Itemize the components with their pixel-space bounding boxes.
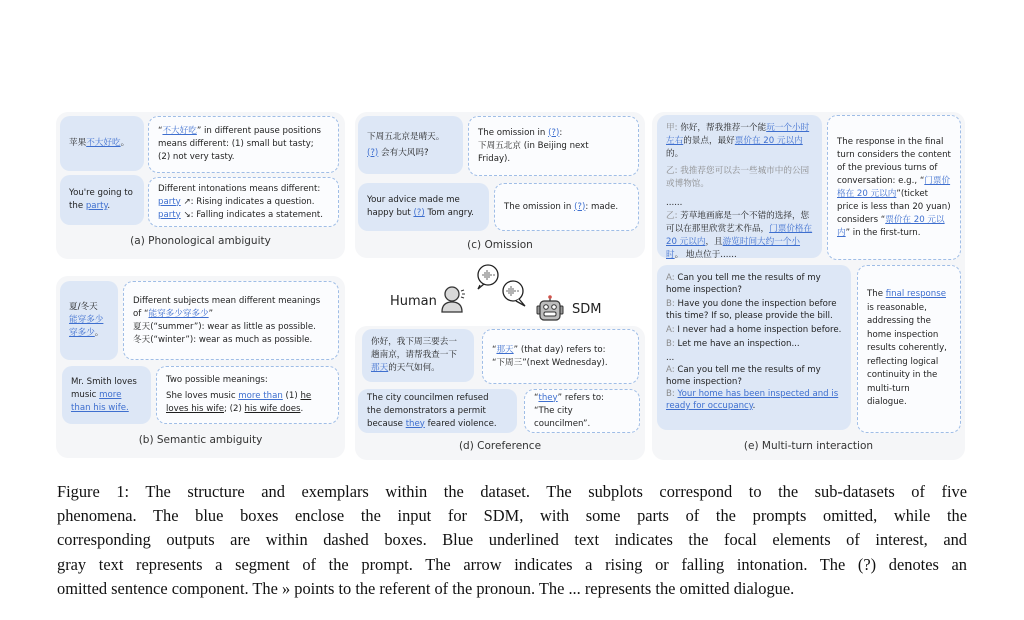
caption-line: phenomena. The blue boxes enclose the input for SDM, with some parts of the prompts omitted, while the bbox=[57, 506, 967, 526]
focal-text: 那天 bbox=[496, 344, 514, 355]
focal-text: than his wife. bbox=[71, 402, 129, 413]
robot-icon bbox=[535, 295, 565, 322]
focal-text: 不大好吃 bbox=[162, 126, 197, 136]
speech-bubble-waveform-icon bbox=[500, 280, 528, 308]
input-box: A: Can you tell me the results of my home inspection? B: Have you done the inspection before this time? If so, please provide the bill. A: I never had a home inspection before. B: Let me have an inspection... ... A: Can you tell me the results of my home inspection? B: Your home has been inspected and is ready for occupancy. bbox=[657, 265, 851, 430]
focal-text: (?) bbox=[548, 127, 560, 138]
speech-bubble-waveform-icon bbox=[474, 264, 502, 290]
output-box: The omission in (?): made. bbox=[494, 183, 639, 231]
output-box: “they” refers to: “The city councilmen”. bbox=[524, 389, 640, 433]
panel-semantic-ambiguity bbox=[56, 276, 345, 458]
caption-line: gray text represents a segment of the prompt. The arrow indicates a rising or falling intonation. The (?) denotes an bbox=[57, 554, 967, 574]
input-box: 甲: 你好，帮我推荐一个能玩一个小时左右的景点，最好票价在 20 元以内的。 乙: 我推荐您可以去一些城市中的公园或博物馆。 ...... 乙: 芳草地画廊是一个不错的选择，您可以在那里欣赏艺术作品，门票价格在 20 元以内，且游览时间大约一个小时。 地点位于...... bbox=[657, 115, 822, 258]
focal-text: Your home has been inspected and is ready for occupancy bbox=[666, 389, 839, 411]
focal-text: 游览时间大约一个小时 bbox=[666, 237, 801, 260]
focal-text: party bbox=[158, 196, 181, 207]
panel-coreference bbox=[355, 326, 645, 460]
falling-arrow-icon: ↘: Falling indicates a statement. bbox=[180, 209, 324, 220]
output-box: Different subjects mean different meanings of “能穿多少穿多少” 夏天(“summer”): wear as little as possible. 冬天(“winter”): wear as much as possible. bbox=[123, 281, 339, 360]
subplot-caption: (b) Semantic ambiguity bbox=[138, 434, 263, 446]
caption-line: omitted sentence component. The » points to the referent of the pronoun. The ... represents the omitted dialogue. bbox=[57, 578, 795, 598]
input-box: 夏/冬天 能穿多少 穿多少。 bbox=[60, 281, 118, 360]
input-box: The city councilmen refused the demonstrators a permit because they feared violence. bbox=[358, 389, 517, 433]
focal-text: they bbox=[538, 392, 558, 403]
output-box: Different intonations means different: party ↗: Rising indicates a question. party ↘: Falling indicates a statement. bbox=[148, 177, 339, 227]
input-box: Mr. Smith loves music more than his wife. bbox=[62, 366, 151, 424]
subplot-caption: (d) Coreference bbox=[458, 440, 542, 452]
input-box: 下周五北京是晴天。 (?) 会有大风吗? bbox=[358, 116, 463, 174]
focal-text: 穿多少 bbox=[69, 328, 95, 338]
sdm-label: SDM bbox=[572, 302, 602, 317]
figure-caption bbox=[57, 480, 967, 601]
focal-text: they bbox=[405, 418, 425, 429]
output-box: Two possible meanings: She loves music more than (1) he loves his wife; (2) his wife does. bbox=[156, 366, 339, 424]
input-box: Your advice made me happy but (?) Tom angry. bbox=[358, 183, 489, 231]
input-box: 苹果不大好吃。 bbox=[60, 116, 144, 171]
panel-omission bbox=[355, 112, 645, 258]
input-box: You're going to the party. bbox=[60, 175, 144, 225]
focal-text: party bbox=[85, 201, 108, 211]
output-box: The omission in (?): 下周五北京 (in Beijing next Friday). bbox=[468, 116, 639, 176]
output-box: “不大好吃” in different pause positions means different: (1) small but tasty; (2) not very tasty. bbox=[148, 116, 339, 173]
focal-text: (?) bbox=[413, 208, 425, 218]
focal-text: 能穿多少穿多少 bbox=[148, 308, 209, 319]
subplot-caption: (c) Omission bbox=[467, 239, 533, 251]
focal-text: more bbox=[99, 389, 122, 400]
focal-text: 门票价格在 20 元以内 bbox=[837, 175, 951, 199]
input-box: 你好，我下周三要去一 趟南京，请帮我查一下 那天的天气如何。 bbox=[362, 329, 474, 382]
output-box: “那天” (that day) refers to: “下周三”(next Wednesday). bbox=[482, 329, 639, 384]
focal-text: 玩一个小时左右 bbox=[666, 123, 810, 146]
focal-text: party bbox=[158, 209, 181, 220]
panel-multi-turn-interaction bbox=[652, 112, 965, 460]
focal-text: 门票价格在 20 元以内 bbox=[666, 224, 813, 247]
focal-text: 不大好吃 bbox=[86, 138, 121, 148]
focal-text: 能穿多少 bbox=[69, 315, 104, 325]
focal-text: (?) bbox=[574, 201, 586, 212]
human-label: Human bbox=[390, 294, 437, 309]
focal-text: 票价在 20 元以内 bbox=[837, 214, 945, 238]
panel-phonological-ambiguity bbox=[56, 112, 345, 259]
focal-text: final response bbox=[885, 289, 946, 300]
focal-text: 票价在 20 元以内 bbox=[734, 136, 803, 146]
focal-text: 那天 bbox=[371, 363, 389, 373]
output-box: The final response is reasonable, addressing the home inspection results coherently, reflecting logical continuity in the multi-turn dialogue. bbox=[857, 265, 961, 433]
subplot-caption: (e) Multi-turn interaction bbox=[743, 440, 874, 452]
subplot-caption: (a) Phonological ambiguity bbox=[130, 235, 271, 247]
caption-line: corresponding outputs are within dashed boxes. Blue underlined text indicates the focal elements of interest, and bbox=[57, 530, 967, 550]
output-box: The response in the final turn considers the content of the previous turns of conversation: e.g., “门票价格在 20 元以内”(ticket price is less than 20 yuan) considers “票价在 20 元以内” in the first-turn. bbox=[827, 115, 961, 260]
focal-text: (?) bbox=[367, 147, 379, 158]
focal-text: more than bbox=[238, 391, 283, 401]
human-speaking-icon bbox=[438, 285, 468, 313]
caption-line: Figure 1: The structure and exemplars within the dataset. The subplots correspond to the sub-datasets of five bbox=[57, 482, 967, 501]
rising-arrow-icon: ↗: Rising indicates a question. bbox=[180, 196, 315, 207]
